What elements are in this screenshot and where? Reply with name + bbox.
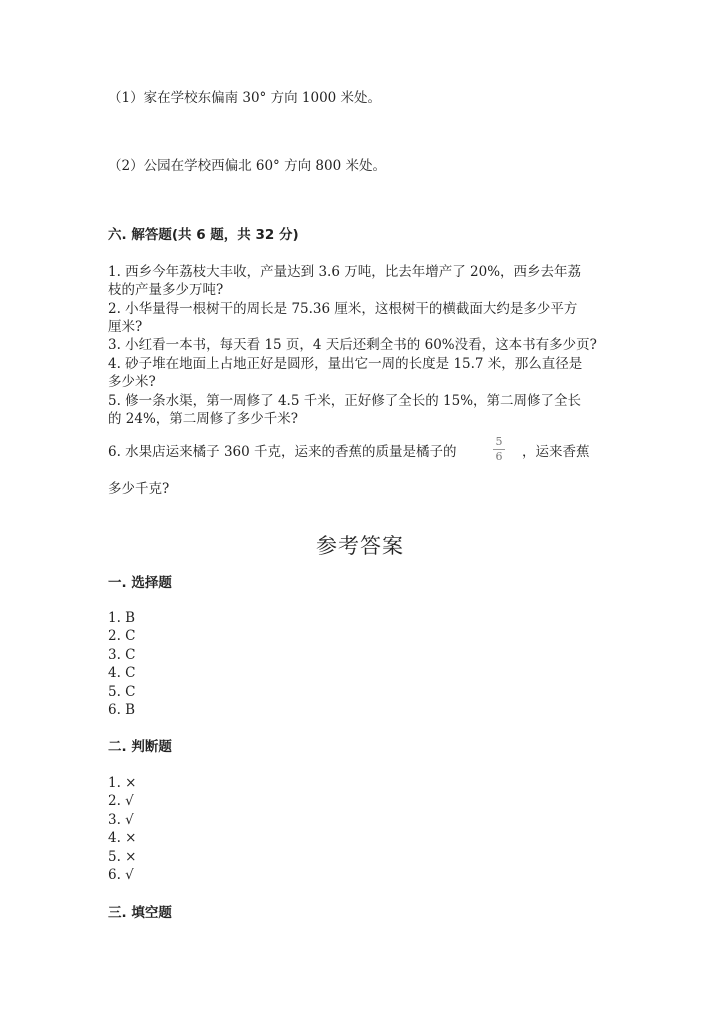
answer-item: 3. C (108, 647, 136, 663)
question-6-tail: ，运来香蕉 (522, 444, 590, 460)
location-item-2: （2）公园在学校西偏北 60° 方向 800 米处。 (108, 158, 386, 174)
answer-item: 2. C (108, 628, 136, 644)
answer-item: 1. × (108, 775, 137, 791)
section2-heading: 二. 判断题 (108, 739, 172, 755)
question-6-text: 6. 水果店运来橘子 360 千克，运来的香蕉的质量是橘子的 (108, 444, 457, 460)
question-line: 厘米? (108, 319, 143, 335)
question-6-end: 多少千克? (108, 481, 170, 497)
question-line: 枝的产量多少万吨? (108, 282, 224, 298)
section3-heading: 三. 填空题 (108, 905, 172, 921)
question-line: 1. 西乡今年荔枝大丰收，产量达到 3.6 万吨，比去年增产了 20%，西乡去年荔 (108, 264, 582, 280)
question-line: 5. 修一条水渠，第一周修了 4.5 千米，正好修了全长的 15%，第二周修了全长 (108, 393, 582, 409)
answer-item: 6. B (108, 702, 136, 718)
question-line: 多少米? (108, 374, 156, 390)
section1-heading: 一. 选择题 (108, 575, 172, 591)
answer-item: 4. C (108, 665, 136, 681)
question-line: 的 24%，第二周修了多少千米? (108, 411, 299, 427)
section6-heading: 六. 解答题(共 6 题，共 32 分) (108, 227, 299, 243)
answer-item: 1. B (108, 610, 136, 626)
question-line: 2. 小华量得一根树干的周长是 75.36 厘米，这根树干的横截面大约是多少平方 (108, 301, 578, 317)
location-item-1: （1）家在学校东偏南 30° 方向 1000 米处。 (108, 90, 382, 106)
answer-item: 3. √ (108, 812, 134, 828)
answer-item: 2. √ (108, 793, 134, 809)
fraction (490, 436, 508, 463)
fraction-numerator: 5 (495, 435, 503, 448)
answers-title: 参考答案 (316, 534, 404, 558)
answer-item: 6. √ (108, 867, 134, 883)
answer-item: 5. C (108, 684, 136, 700)
fraction-denominator: 6 (495, 450, 503, 463)
answer-item: 4. × (108, 830, 137, 846)
question-line: 4. 砂子堆在地面上占地正好是圆形，量出它一周的长度是 15.7 米，那么直径是 (108, 356, 583, 372)
answer-item: 5. × (108, 849, 137, 865)
question-line: 3. 小红看一本书，每天看 15 页，4 天后还剩全书的 60%没看，这本书有多少页? (108, 337, 597, 353)
